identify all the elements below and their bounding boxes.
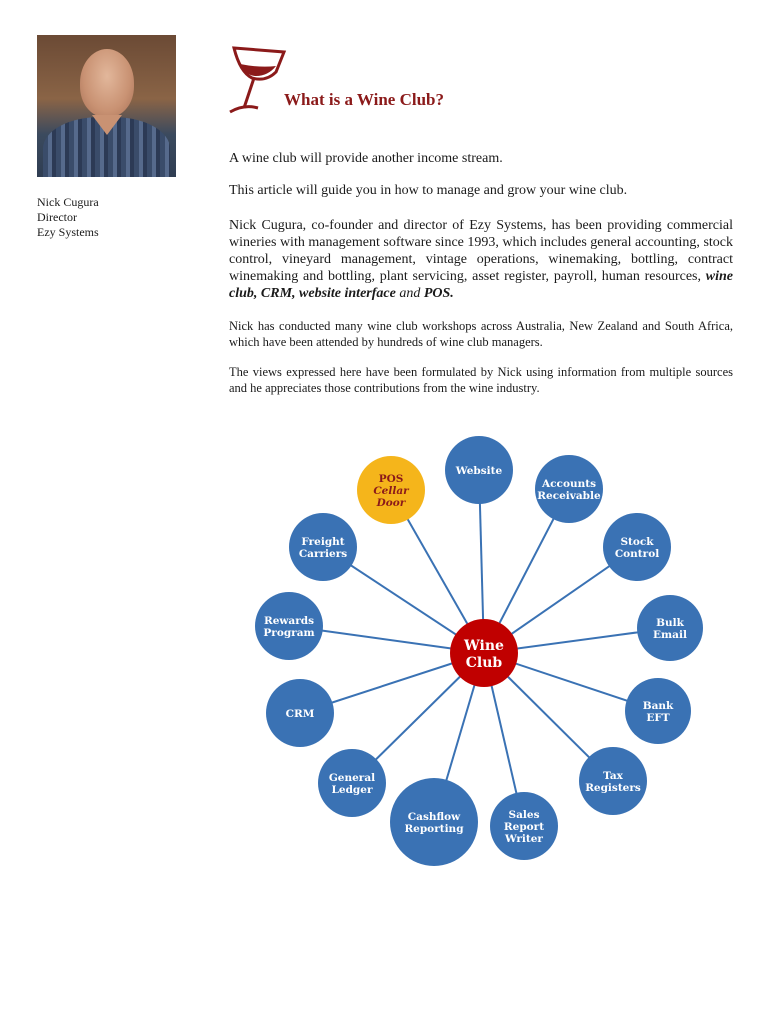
node-label-ledger: Ledger xyxy=(331,784,373,796)
node-label-crm: CRM xyxy=(285,708,315,720)
node-label-freight: Freight xyxy=(301,536,345,548)
author-role: Director xyxy=(37,210,77,224)
node-label-accounts: Receivable xyxy=(537,490,601,502)
bio-emphasis-1: wine club, CRM, website interface xyxy=(229,269,733,301)
node-crm xyxy=(266,679,334,747)
node-center xyxy=(450,619,518,687)
node-label-rewards: Program xyxy=(263,627,315,639)
bio-and: and xyxy=(395,286,424,301)
node-label-pos: Door xyxy=(376,497,406,509)
node-label-tax: Registers xyxy=(585,782,641,794)
node-label-sales: Writer xyxy=(505,833,543,845)
node-label-website: Website xyxy=(455,465,503,477)
node-rewards xyxy=(255,592,323,660)
bio-paragraph xyxy=(229,217,733,302)
node-label-sales: Sales xyxy=(508,809,540,821)
bio-text: Nick Cugura, co-founder and director of Ezy Systems, has been providing commercial wineries with management software since 1993, which includes general accounting, stock control, vineyard management, vintage operations, winemaking, bottling, contract winemaking and bottling, plant servicing, asset register, payroll, human resources, xyxy=(229,218,733,284)
node-label-ledger: General xyxy=(328,772,376,784)
node-label-stock: Stock xyxy=(620,536,654,548)
node-accounts xyxy=(535,455,603,523)
page-title: What is a Wine Club? xyxy=(284,90,444,109)
node-label-bulk: Email xyxy=(653,629,687,641)
node-ledger xyxy=(318,749,386,817)
author-name: Nick Cugura xyxy=(37,195,99,209)
node-label-bank: EFT xyxy=(646,712,670,724)
views-paragraph: The views expressed here have been formulated by Nick using information from multiple sources and he appreciates those contributions from the wine industry. xyxy=(229,365,733,395)
center-label: Wine xyxy=(464,638,504,654)
author-company: Ezy Systems xyxy=(37,225,99,239)
node-label-sales: Report xyxy=(503,821,545,833)
node-label-cashflow: Cashflow xyxy=(407,811,461,823)
node-label-bulk: Bulk xyxy=(656,617,684,629)
node-website xyxy=(445,436,513,504)
node-freight xyxy=(289,513,357,581)
center-label: Club xyxy=(465,655,503,671)
node-label-freight: Carriers xyxy=(298,548,348,560)
node-sales xyxy=(490,792,558,860)
node-label-pos: POS xyxy=(378,473,404,485)
bio-emphasis-2: POS. xyxy=(423,286,454,301)
node-label-cashflow: Reporting xyxy=(404,823,464,835)
intro-paragraph-2: This article will guide you in how to manage and grow your wine club. xyxy=(229,183,628,198)
author-caption xyxy=(37,195,99,240)
node-label-pos: Cellar xyxy=(373,485,409,497)
node-pos xyxy=(357,456,425,524)
node-bank xyxy=(625,678,691,744)
node-cashflow xyxy=(390,778,478,866)
node-label-rewards: Rewards xyxy=(263,615,315,627)
workshops-paragraph: Nick has conducted many wine club workshops across Australia, New Zealand and South Africa, which have been attended by hundreds of wine club managers. xyxy=(229,319,733,349)
node-label-accounts: Accounts xyxy=(542,478,596,490)
wine-club-diagram xyxy=(240,428,720,868)
author-photo xyxy=(37,35,176,177)
wine-glass-logo-icon xyxy=(226,42,290,120)
node-label-stock: Control xyxy=(614,548,660,560)
node-label-bank: Bank xyxy=(642,700,674,712)
node-tax xyxy=(579,747,647,815)
node-label-tax: Tax xyxy=(603,770,623,782)
node-stock xyxy=(603,513,671,581)
intro-paragraph-1: A wine club will provide another income stream. xyxy=(229,151,503,166)
node-bulk xyxy=(637,595,703,661)
